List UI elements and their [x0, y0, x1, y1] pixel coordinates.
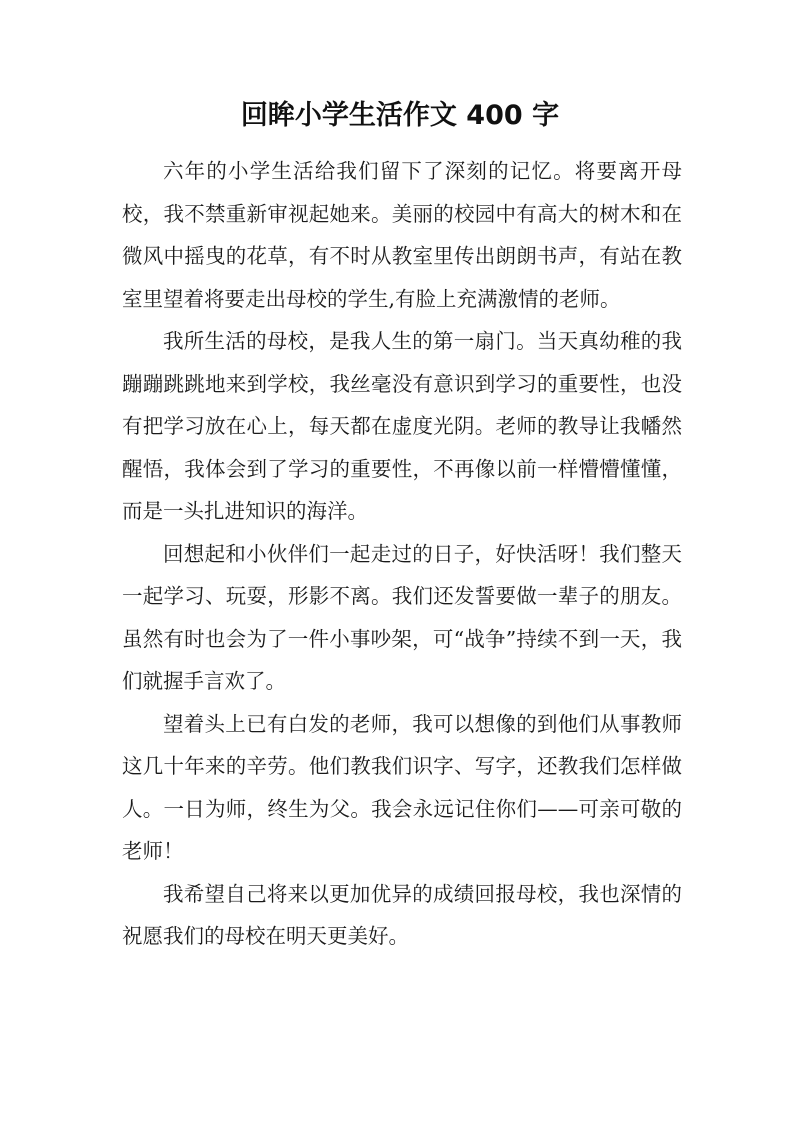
paragraph-1: 六年的小学生活给我们留下了深刻的记忆。将要离开母校，我不禁重新审视起她来。美丽的校园中有高大的树木和在微风中摇曳的花草，有不时从教室里传出朗朗书声，有站在教室里望着将要走出母校的学生,有脸上充满激情的老师。 [122, 159, 682, 311]
paragraph-2: 我所生活的母校，是我人生的第一扇门。当天真幼稚的我蹦蹦跳跳地来到学校，我丝毫没有意识到学习的重要性，也没有把学习放在心上，每天都在虚度光阴。老师的教导让我幡然醒悟，我体会到了学习的重要性，不再像以前一样懵懵懂懂，而是一头扎进知识的海洋。 [122, 329, 682, 523]
essay-body [122, 150, 682, 958]
paragraph-5: 我希望自己将来以更加优异的成绩回报母校，我也深情的祝愿我们的母校在明天更美好。 [122, 881, 682, 948]
page-title: 回眸小学生活作文 400 字 [240, 100, 560, 131]
paragraph-3: 回想起和小伙伴们一起走过的日子，好快活呀！我们整天一起学习、玩耍，形影不离。我们还发誓要做一辈子的朋友。虽然有时也会为了一件小事吵架，可“战争”持续不到一天，我们就握手言欢了。 [122, 541, 682, 693]
paragraph-4: 望着头上已有白发的老师，我可以想像的到他们从事教师这几十年来的辛劳。他们教我们识字、写字，还教我们怎样做人。一日为师，终生为父。我会永远记住你们——可亲可敬的老师！ [122, 711, 682, 863]
